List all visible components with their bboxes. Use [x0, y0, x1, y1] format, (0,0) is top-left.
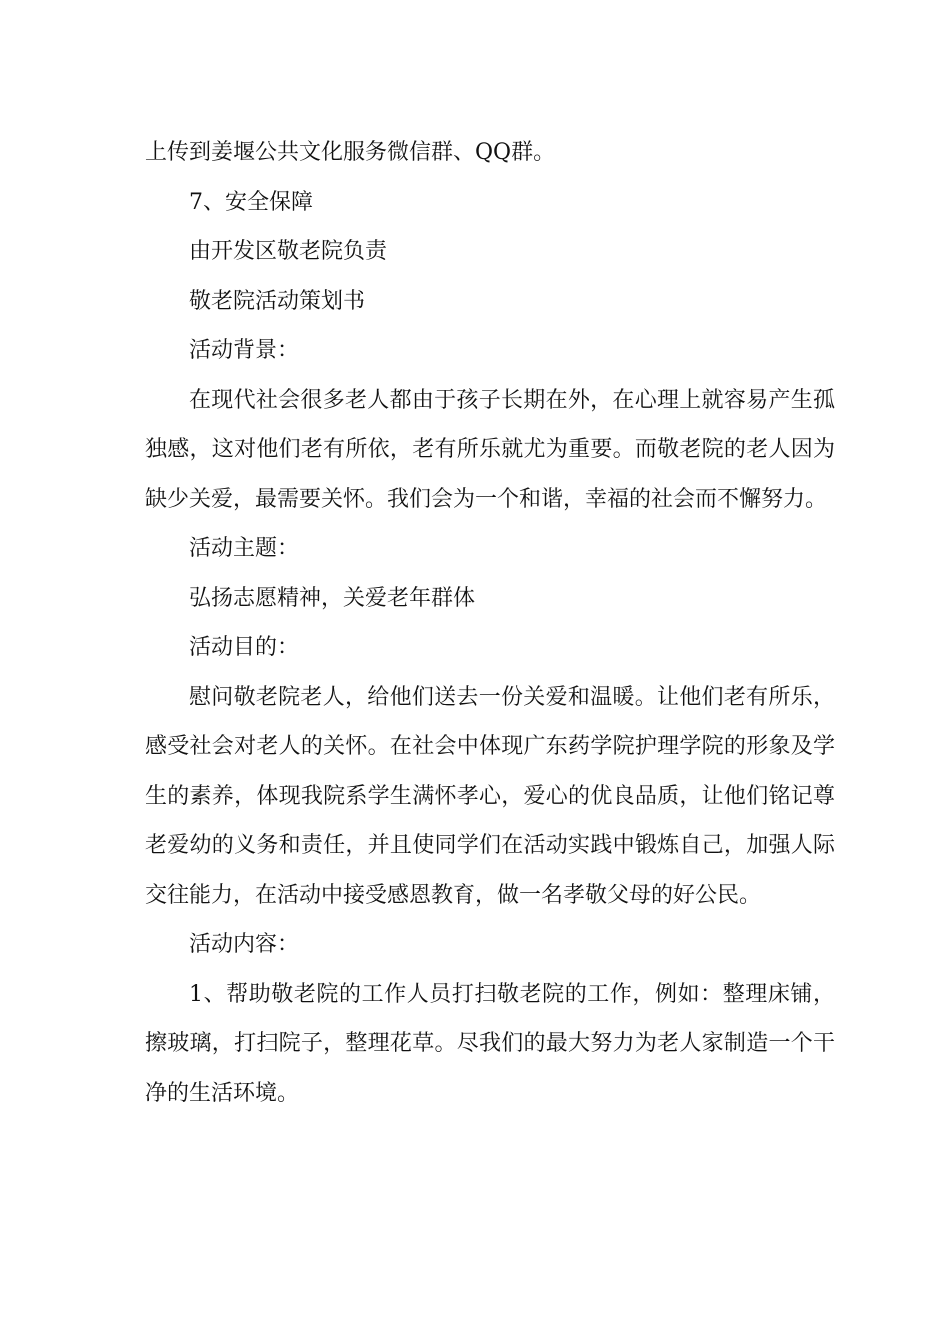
paragraph-purpose: 慰问敬老院老人，给他们送去一份关爱和温暖。让他们老有所乐，感受社会对老人的关怀。在社会中体现广东药学院护理学院的形象及学生的素养，体现我院系学生满怀孝心，爱心的优良品质，让他们铭记尊老爱幼的义务和责任，并且使同学们在活动实践中锻炼自己，加强人际交往能力，在活动中接受感恩教育，做一名孝敬父母的好公民。 [145, 684, 835, 908]
section-heading-safety: 7、安全保障 [189, 189, 313, 215]
section-heading-background: 活动背景： [189, 338, 300, 363]
paragraph-theme: 弘扬志愿精神，关爱老年群体 [189, 585, 476, 611]
paragraph-continuation: 上传到姜堰公共文化服务微信群、QQ群。 [145, 140, 556, 165]
paragraph-content-item-1: 1、帮助敬老院的工作人员打扫敬老院的工作，例如：整理床铺，擦玻璃，打扫院子，整理花草。尽我们的最大努力为老人家制造一个干净的生活环境。 [145, 981, 835, 1106]
document-body [145, 128, 835, 1118]
paragraph-safety-owner: 由开发区敬老院负责 [189, 239, 388, 264]
section-heading-content: 活动内容： [189, 932, 300, 957]
paragraph-background: 在现代社会很多老人都由于孩子长期在外，在心理上就容易产生孤独感，这对他们老有所依，老有所乐就尤为重要。而敬老院的老人因为缺少关爱，最需要关怀。我们会为一个和谐，幸福的社会而不懈努力。 [145, 387, 835, 512]
section-heading-theme: 活动主题： [189, 536, 300, 561]
document-title: 敬老院活动策划书 [189, 288, 366, 314]
section-heading-purpose: 活动目的： [189, 635, 300, 660]
